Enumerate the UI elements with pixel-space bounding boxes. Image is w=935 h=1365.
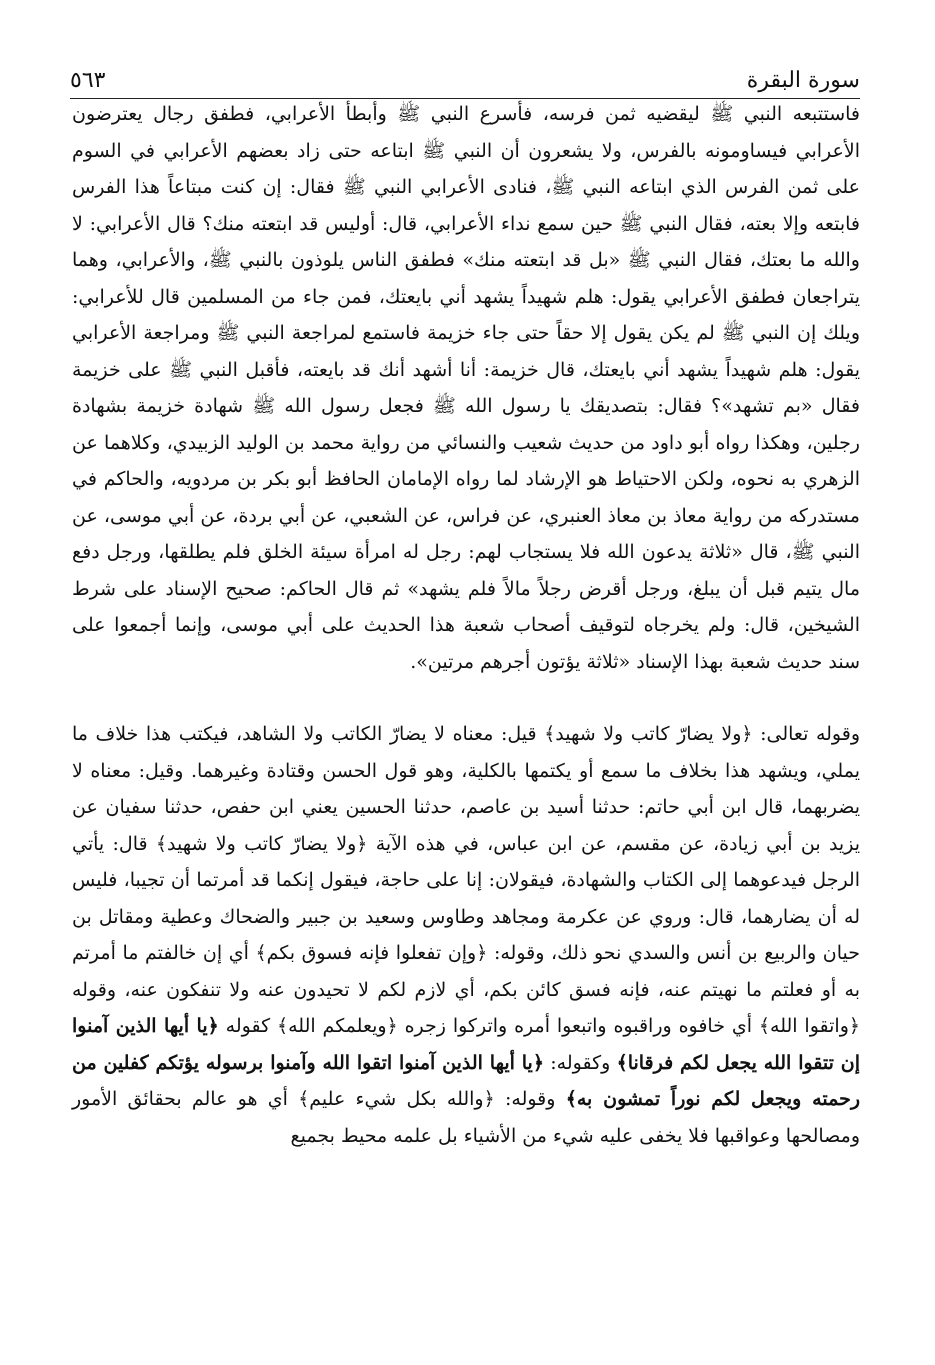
paragraph-text: وقوله: ﴿والله بكل شيء عليم﴾ أي هو عالم بحقائق الأمور ومصالحها وعواقبها فلا يخفى عليه شيء من الأشياء بل علمه محيط بجميع: [72, 1088, 860, 1147]
paragraph-text: وكقوله:: [543, 1051, 617, 1074]
paragraph-text: فاستتبعه النبي ﷺ ليقضيه ثمن فرسه، فأسرع النبي ﷺ وأبطأ الأعرابي، فطفق رجال يعترضون الأعرابي فيساومونه بالفرس، ولا يشعرون أن النبي ﷺ ابتاعه حتى زاد بعضهم الأعرابي في السوم على ثمن الفرس الذي ابتاعه النبي ﷺ، فنادى الأعرابي النبي ﷺ فقال: إن كنت مبتاعاً هذا الفرس فابتعه وإلا بعته، فقال النبي ﷺ حين سمع نداء الأعرابي، قال: أوليس قد ابتعته منك؟ قال الأعرابي: لا والله ما بعتك، فقال النبي ﷺ «بل قد ابتعته منك» فطفق الناس يلوذون بالنبي ﷺ، والأعرابي، وهما يتراجعان فطفق الأعرابي يقول: هلم شهيداً يشهد أني بايعتك، فمن جاء من المسلمين قال للأعرابي: ويلك إن النبي ﷺ لم يكن يقول إلا حقاً حتى جاء خزيمة فاستمع لمراجعة النبي ﷺ ومراجعة الأعرابي يقول: هلم شهيداً يشهد أني بايعتك، قال خزيمة: أنا أشهد أنك قد بايعته، فأقبل النبي ﷺ على خزيمة فقال «بم تشهد»؟ فقال: بتصديقك يا رسول الله ﷺ فجعل رسول الله ﷺ شهادة خزيمة بشهادة رجلين، وهكذا رواه أبو داود من حديث شعيب والنسائي من رواية محمد بن الوليد الزبيدي، وكلاهما عن الزهري به نحوه، ولكن الاحتياط هو الإرشاد لما رواه الإمامان الحافظ أبو بكر بن مردويه، والحاكم في مستدركه من رواية معاذ بن معاذ العنبري، عن فراس، عن الشعبي، عن أبي بردة، عن أبي موسى، عن النبي ﷺ، قال «ثلاثة يدعون الله فلا يستجاب لهم: رجل له امرأة سيئة الخلق فلم يطلقها، ورجل دفع مال يتيم قبل أن يبلغ، ورجل أقرض رجلاً مالاً فلم يشهد» ثم قال الحاكم: صحيح الإسناد على شرط الشيخين، قال: ولم يخرجاه لتوقيف أصحاب شعبة هذا الحديث على أبي موسى، وإنما أجمعوا على سند حديث شعبة بهذا الإسناد «ثلاثة يؤتون أجرهم مرتين».: [72, 103, 860, 673]
paragraph-text: وقوله تعالى: ﴿ولا يضارّ كاتب ولا شهيد﴾ قيل: معناه لا يضارّ الكاتب ولا الشاهد، فيكتب هذا خلاف ما يملي، ويشهد هذا بخلاف ما سمع أو يكتمها بالكلية، وهو قول الحسن وقتادة وغيرهما. وقيل: معناه لا يضربهما، قال ابن أبي حاتم: حدثنا أسيد بن عاصم، حدثنا الحسين يعني ابن حفص، حدثنا سفيان عن يزيد بن أبي زيادة، عن مقسم، عن ابن عباس، في هذه الآية ﴿ولا يضارّ كاتب ولا شهيد﴾ قال: يأتي الرجل فيدعوهما إلى الكتاب والشهادة، فيقولان: إنا على حاجة، فيقول إنكما قد أمرتما أن تجيبا، فليس له أن يضارهما، قال: وروي عن عكرمة ومجاهد وطاوس وسعيد بن جبير والضحاك وعطية ومقاتل بن حيان والربيع بن أنس والسدي نحو ذلك، وقوله: ﴿وإن تفعلوا فإنه فسوق بكم﴾ أي إن خالفتم ما أمرتم به أو فعلتم ما نهيتم عنه، فإنه فسق كائن بكم، أي لازم لكم لا تحيدون عنه ولا تنفكون عنه، وقوله ﴿واتقوا الله﴾ أي خافوه وراقبوه واتبعوا أمره واتركوا زجره ﴿ويعلمكم الله﴾ كقوله: [72, 723, 861, 1037]
paragraph-hadith: [72, 96, 860, 680]
page-number: ٥٦٣: [70, 68, 106, 93]
paragraph-gap: [72, 680, 860, 716]
quran-verse-bold: ﴿يا أيها الذين آمنوا إن تتقوا الله يجعل لكم فرقانا﴾: [72, 1015, 860, 1074]
paragraph-tafsir: [72, 716, 860, 1154]
page-header: [70, 58, 860, 99]
surah-title: سورة البقرة: [746, 68, 860, 93]
quran-verse-bold: ﴿يا أيها الذين آمنوا اتقوا الله وآمنوا برسوله يؤتكم كفلين من رحمته ويجعل لكم نوراً تمشون به﴾: [72, 1051, 860, 1110]
page-body: [72, 96, 860, 1154]
